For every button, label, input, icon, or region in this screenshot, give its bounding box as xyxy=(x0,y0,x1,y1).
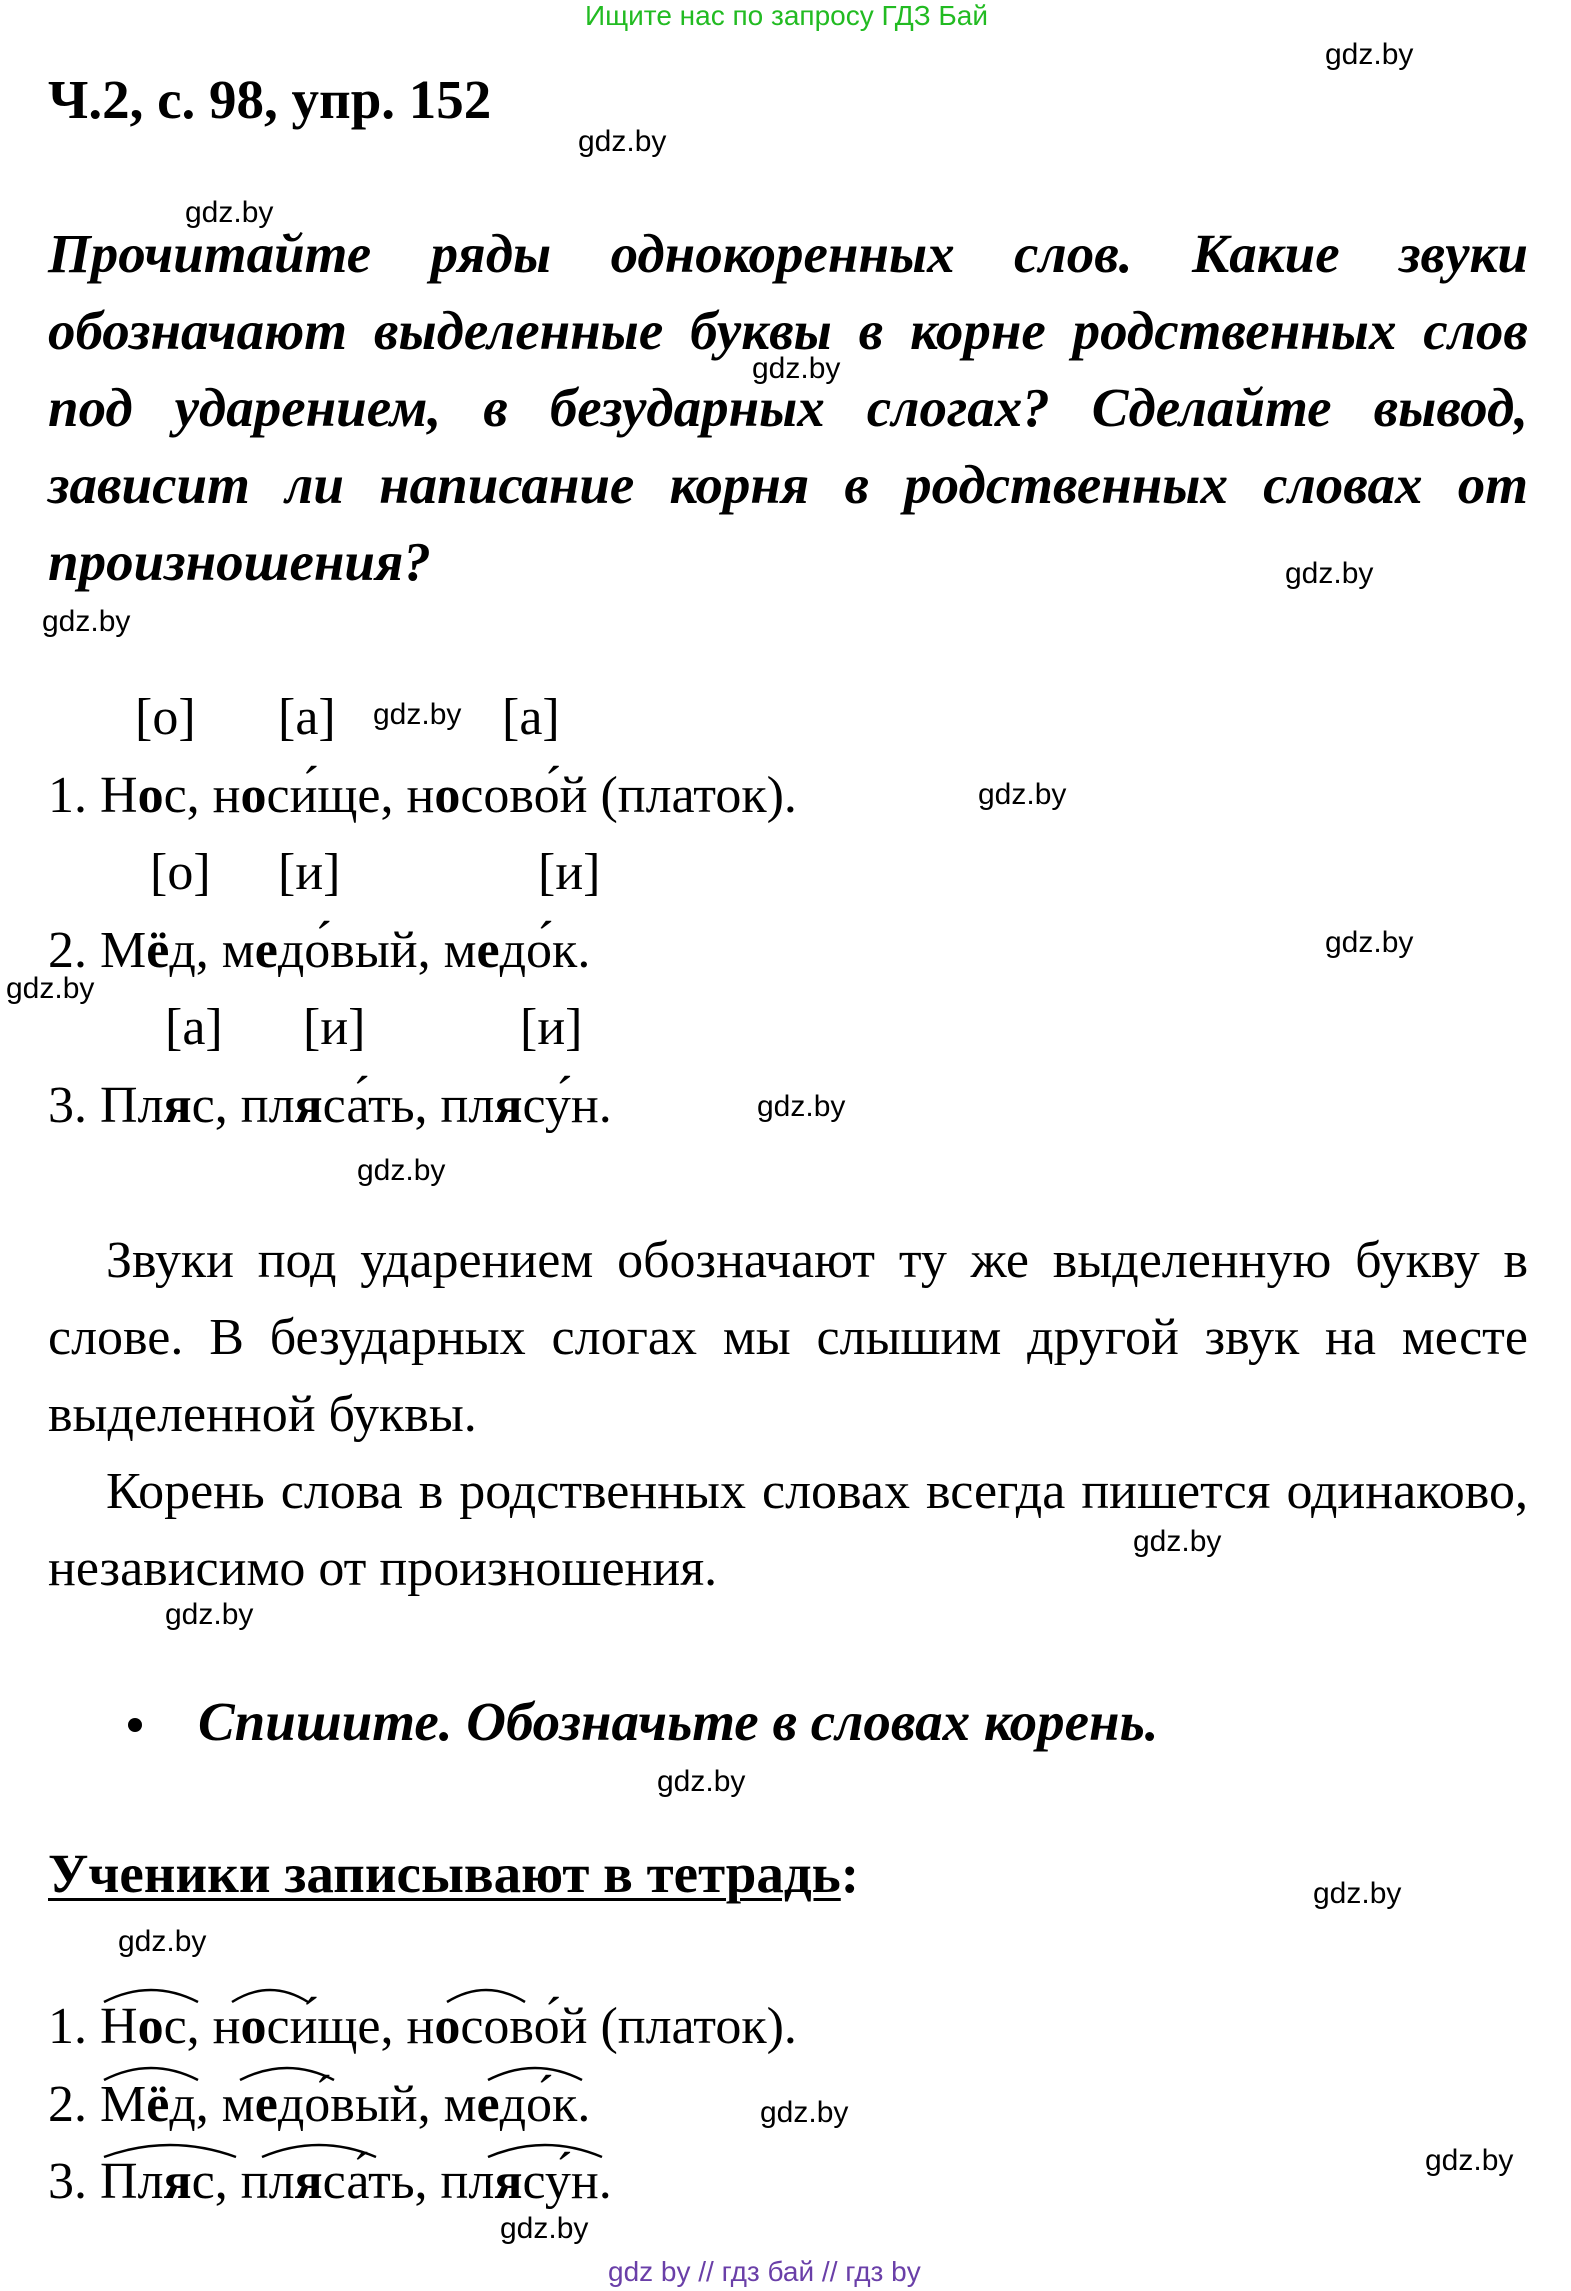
word-fragment: с, н xyxy=(163,1998,241,2055)
watermark: gdz.by xyxy=(578,125,667,158)
watermark: gdz.by xyxy=(1133,1525,1222,1558)
row3-sound-2: [и] xyxy=(303,999,366,1056)
word-fragment: д, м xyxy=(169,2076,255,2133)
watermark: gdz.by xyxy=(185,196,274,229)
highlighted-letter: ё xyxy=(146,2076,170,2133)
word-fragment: до́вый, м xyxy=(277,922,477,979)
watermark: gdz.by xyxy=(1313,1877,1402,1910)
highlighted-letter: е xyxy=(254,2076,278,2133)
row3-sound-3: [и] xyxy=(520,999,583,1056)
highlighted-letter: е xyxy=(476,2076,500,2133)
row-number: 2. xyxy=(48,2076,100,2133)
row1-sound-2: [а] xyxy=(278,689,336,746)
word-fragment: Пл xyxy=(100,1077,164,1134)
highlighted-letter: о xyxy=(240,767,267,824)
conclusion-paragraph-2: Корень слова в родственных словах всегда пишется одинаково, независимо от произношения. xyxy=(48,1463,1528,1597)
row2-sound-2: [и] xyxy=(278,844,341,901)
word-fragment: Н xyxy=(100,767,138,824)
row2-sound-1: [о] xyxy=(150,844,211,901)
word-fragment: М xyxy=(100,922,147,979)
word-fragment: сово́й (платок). xyxy=(460,1998,797,2055)
highlighted-letter: я xyxy=(163,2153,192,2210)
highlighted-letter: о xyxy=(434,767,461,824)
row-number: 3. xyxy=(48,1077,100,1134)
highlighted-letter: я xyxy=(494,2153,523,2210)
top-banner: Ищите нас по запросу ГДЗ Бай xyxy=(585,0,989,31)
notebook-heading-text: Ученики записывают в тетрадь xyxy=(48,1843,841,1904)
row-number: 1. xyxy=(48,1998,100,2055)
watermark: gdz.by xyxy=(373,698,462,731)
task-text: Прочитайте ряды однокоренных слов. Какие звуки обозначают выделенные буквы в корне родственных слов под ударением, в безударных слогах? Сделайте вывод, зависит ли написание корня в родственных словах от произношения? xyxy=(48,223,1528,592)
notebook-heading-colon: : xyxy=(840,1843,860,1904)
highlighted-letter: о xyxy=(434,1998,461,2055)
highlighted-letter: о xyxy=(240,1998,267,2055)
row1-sound-3: [а] xyxy=(502,689,560,746)
word-fragment: до́к. xyxy=(499,922,591,979)
highlighted-letter: я xyxy=(494,1077,523,1134)
watermark: gdz.by xyxy=(657,1765,746,1798)
footer-links: gdz by // гдз бай // гдз by xyxy=(608,2256,921,2287)
highlighted-letter: о xyxy=(137,767,164,824)
highlighted-letter: я xyxy=(163,1077,192,1134)
watermark: gdz.by xyxy=(118,1925,207,1958)
row-number: 3. xyxy=(48,2153,100,2210)
highlighted-letter: е xyxy=(254,922,278,979)
word-fragment: са́ть, пл xyxy=(322,1077,495,1134)
notebook-row-1 xyxy=(48,1997,797,2056)
watermark: gdz.by xyxy=(1285,557,1374,590)
word-fragment: са́ть, пл xyxy=(322,2153,495,2210)
word-fragment: до́к. xyxy=(499,2076,591,2133)
row3-sound-1: [а] xyxy=(165,999,223,1056)
watermark: gdz.by xyxy=(42,605,131,638)
row1-sound-1: [о] xyxy=(135,689,196,746)
word-fragment: с, пл xyxy=(191,1077,295,1134)
word-fragment: М xyxy=(100,2076,147,2133)
word-fragment: до́вый, м xyxy=(277,2076,477,2133)
watermark: gdz.by xyxy=(500,2212,589,2245)
watermark: gdz.by xyxy=(1325,926,1414,959)
notebook-row-2 xyxy=(48,2075,590,2134)
row-number: 1. xyxy=(48,767,100,824)
word-fragment: си́ще, н xyxy=(266,1998,435,2055)
watermark: gdz.by xyxy=(1325,38,1414,71)
word-fragment: си́ще, н xyxy=(266,767,435,824)
bullet-task: Спишите. Обозначьте в словах корень. xyxy=(198,1691,1159,1752)
highlighted-letter: я xyxy=(294,2153,323,2210)
word-fragment: с, н xyxy=(163,767,241,824)
highlighted-letter: я xyxy=(294,1077,323,1134)
watermark: gdz.by xyxy=(1425,2144,1514,2177)
word-fragment: с, пл xyxy=(191,2153,295,2210)
word-fragment: сово́й (платок). xyxy=(460,767,797,824)
watermark: gdz.by xyxy=(757,1090,846,1123)
page-title: Ч.2, с. 98, упр. 152 xyxy=(48,69,492,130)
highlighted-letter: е xyxy=(476,922,500,979)
conclusion-paragraph-1: Звуки под ударением обозначают ту же выделенную букву в слове. В безударных слогах мы слышим другой звук на месте выделенной буквы. xyxy=(48,1232,1528,1443)
watermark: gdz.by xyxy=(165,1598,254,1631)
watermark: gdz.by xyxy=(978,778,1067,811)
word-fragment: Н xyxy=(100,1998,138,2055)
watermark: gdz.by xyxy=(357,1154,446,1187)
highlighted-letter: ё xyxy=(146,922,170,979)
highlighted-letter: о xyxy=(137,1998,164,2055)
notebook-row-3 xyxy=(48,2152,612,2211)
row-number: 2. xyxy=(48,922,100,979)
word-fragment: д, м xyxy=(169,922,255,979)
word-fragment: су́н. xyxy=(522,1077,612,1134)
word-fragment: су́н. xyxy=(522,2153,612,2210)
watermark: gdz.by xyxy=(760,2096,849,2129)
word-fragment: Пл xyxy=(100,2153,164,2210)
row2-sound-3: [и] xyxy=(538,844,601,901)
watermark: gdz.by xyxy=(6,972,95,1005)
watermark: gdz.by xyxy=(752,352,841,385)
